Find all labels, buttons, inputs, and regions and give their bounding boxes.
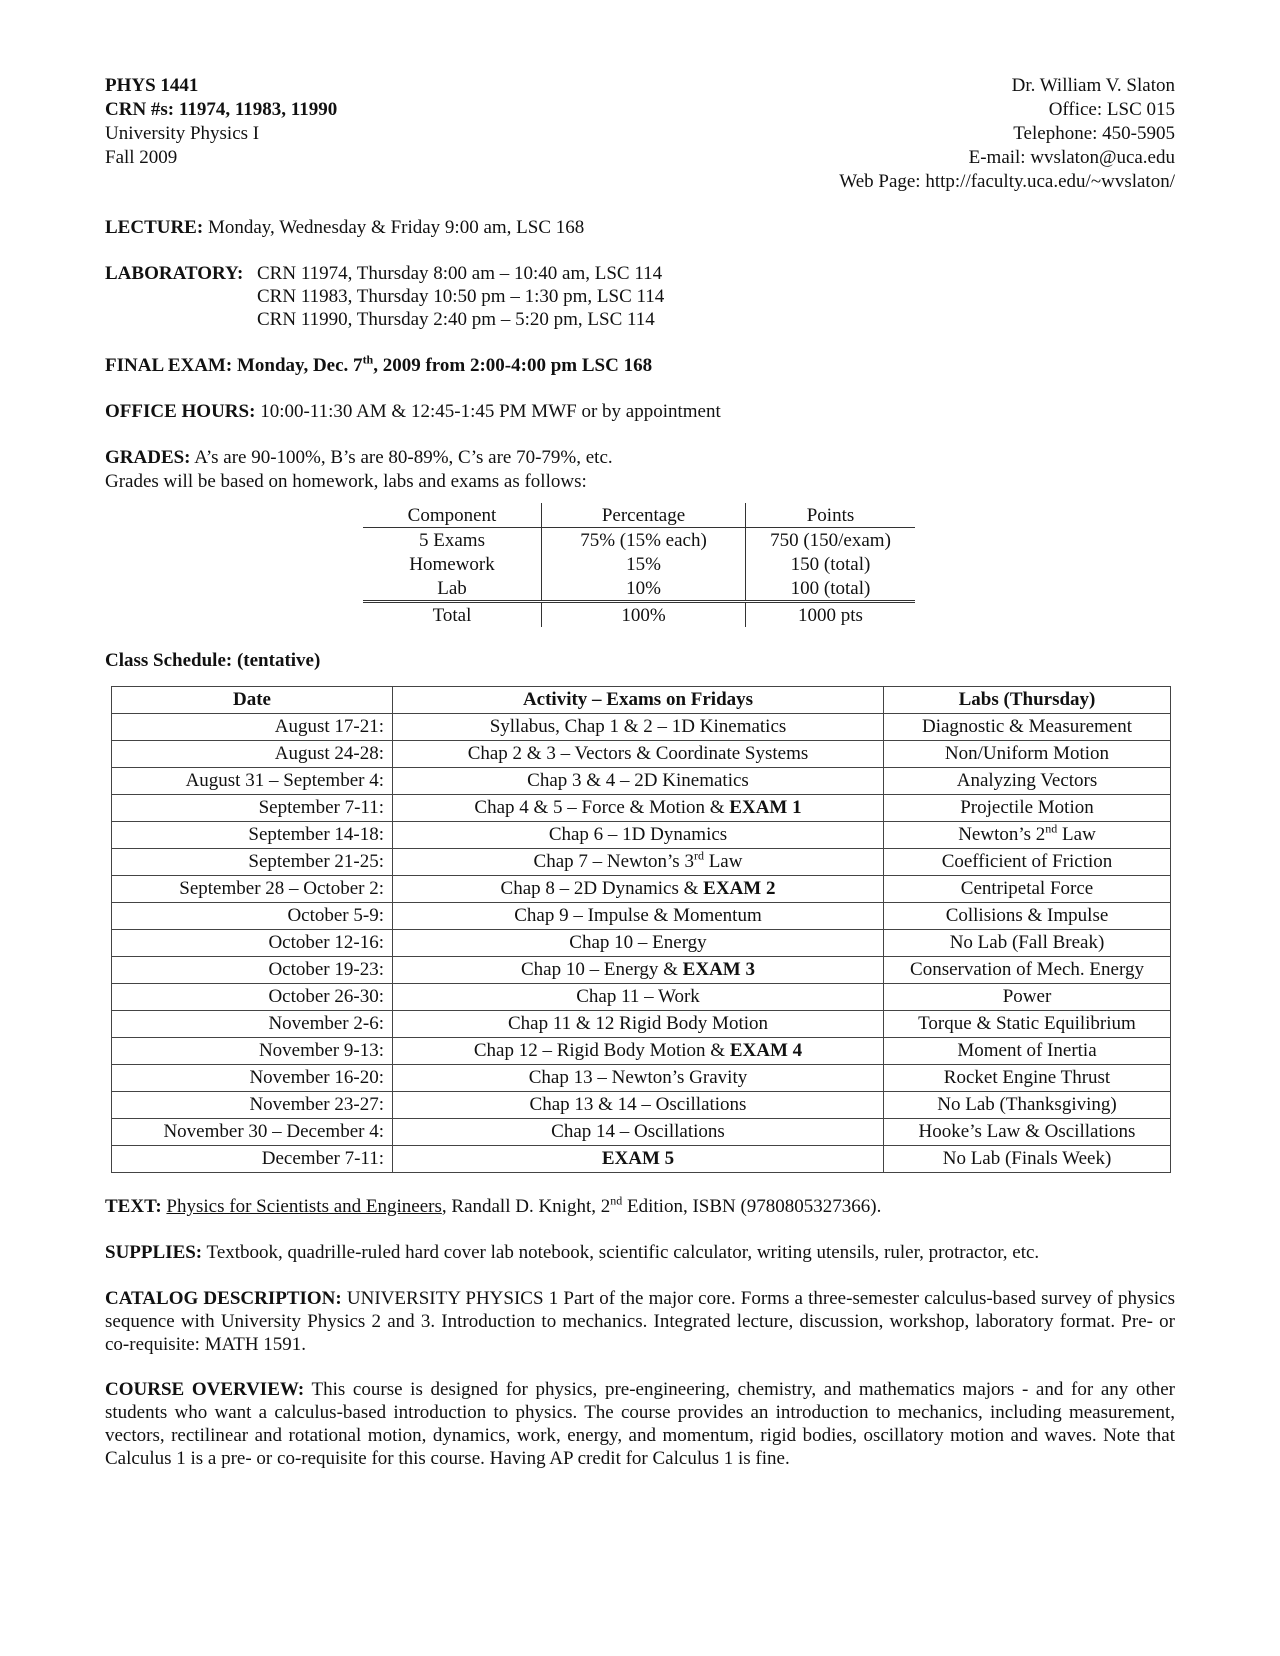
grades-table-header: [363, 503, 915, 528]
schedule-lab-cell: [884, 957, 1171, 984]
schedule-lab-cell: [884, 903, 1171, 930]
grades-total-cell: 1000 pts: [798, 604, 863, 626]
schedule-lab-text: Non/Uniform Motion: [944, 743, 1110, 764]
instructor-info: [839, 74, 1175, 194]
instructor-telephone: Telephone: 450-5905: [1013, 123, 1175, 144]
lecture-label: LECTURE:: [105, 217, 204, 238]
schedule-activity-text: Chap 8 – 2D Dynamics &: [500, 878, 704, 899]
schedule-lab-text: Projectile Motion: [960, 797, 1094, 818]
schedule-activity-text: Chap 10 – Energy: [569, 932, 707, 953]
schedule-table-row: [112, 930, 1171, 957]
schedule-activity-text: Chap 14 – Oscillations: [551, 1121, 725, 1142]
schedule-lab-text: Analyzing Vectors: [956, 770, 1098, 791]
schedule-activity-text: Chap 7 – Newton’s 3: [533, 851, 694, 872]
schedule-lab-cell: [884, 1011, 1171, 1038]
schedule-header-cell: Labs (Thursday): [884, 687, 1171, 714]
schedule-table-row: [112, 1038, 1171, 1065]
crn-list: CRN #s: 11974, 11983, 11990: [105, 99, 338, 120]
final-exam-text-post: , 2009 from 2:00-4:00 pm LSC 168: [373, 355, 653, 376]
schedule-activity-cell: [393, 903, 884, 930]
schedule-date-cell: November 23-27:: [112, 1092, 393, 1119]
grades-cell: 100 (total): [746, 576, 916, 602]
textbook-details-post: Edition, ISBN (9780805327366).: [622, 1196, 882, 1217]
catalog-text: UNIVERSITY PHYSICS 1 Part of the major core. Forms a three-semester calculus-based survey of physics sequence with University Physics 2 and 3. Introduction to mechanics. Integrated lecture, discussion, workshop, laboratory format. Pre- or co-requisite: MATH 1591.: [105, 1288, 1175, 1355]
overview-text: This course is designed for physics, pre-engineering, chemistry, and mathematics majors - and for any other students who want a calculus-based introduction to physics. The course provides an introduction to mechanics, including measurement, vectors, rectilinear and rotational motion, dynamics, work, energy, and momentum, rigid bodies, oscillatory motion and waves. Note that Calculus 1 is a pre- or co-requisite for this course. Having AP credit for Calculus 1 is fine.: [105, 1379, 1176, 1469]
schedule-table-row: [112, 903, 1171, 930]
schedule-lab-cell: [884, 714, 1171, 741]
final-exam-text: FINAL EXAM: Monday, Dec. 7: [105, 355, 363, 376]
schedule-exam-label: EXAM 5: [601, 1148, 675, 1169]
grades-table-total-row: [363, 602, 915, 628]
office-hours-text: 10:00-11:30 AM & 12:45-1:45 PM MWF or by appointment: [255, 401, 721, 422]
schedule-lab-cell: [884, 768, 1171, 795]
schedule-table: [111, 686, 1171, 1173]
schedule-title: Class Schedule: (tentative): [105, 650, 321, 671]
schedule-lab-cell: [884, 1038, 1171, 1065]
schedule-activity-text-post: Law: [703, 851, 743, 872]
schedule-date-cell: September 14-18:: [112, 822, 393, 849]
laboratory-line: CRN 11983, Thursday 10:50 pm – 1:30 pm, LSC 114: [257, 286, 665, 307]
schedule-activity-cell: [393, 1011, 884, 1038]
schedule-table-row: [112, 1119, 1171, 1146]
schedule-lab-text: Moment of Inertia: [957, 1040, 1097, 1061]
schedule-lab-text: Hooke’s Law & Oscillations: [918, 1121, 1136, 1142]
instructor-name: Dr. William V. Slaton: [1011, 75, 1175, 96]
instructor-office: Office: LSC 015: [1048, 99, 1175, 120]
schedule-date-cell: November 16-20:: [112, 1065, 393, 1092]
schedule-activity-text: Chap 3 & 4 – 2D Kinematics: [527, 770, 749, 791]
schedule-table-row: [112, 876, 1171, 903]
schedule-table-row: [112, 795, 1171, 822]
schedule-lab-cell: [884, 1119, 1171, 1146]
schedule-lab-text-post: Law: [1057, 824, 1096, 845]
schedule-lab-text: No Lab (Finals Week): [942, 1148, 1112, 1169]
syllabus-page: [105, 74, 1175, 1470]
schedule-exam-label: EXAM 4: [729, 1040, 803, 1061]
schedule-lab-sup: nd: [1045, 821, 1058, 836]
schedule-lab-cell: [884, 1146, 1171, 1173]
grades-cell: 15%: [542, 552, 746, 576]
schedule-table-row: [112, 984, 1171, 1011]
grades-cell: 150 (total): [790, 553, 871, 575]
schedule-lab-text: Centripetal Force: [960, 878, 1094, 899]
schedule-table-row: [112, 1065, 1171, 1092]
schedule-activity-text: Chap 6 – 1D Dynamics: [548, 824, 728, 845]
schedule-date-cell: October 12-16:: [112, 930, 393, 957]
course-title: University Physics I: [105, 123, 260, 144]
schedule-exam-label: EXAM 2: [703, 878, 776, 899]
schedule-table-row: [112, 768, 1171, 795]
schedule-date-cell: August 24-28:: [112, 741, 393, 768]
grades-table-row: [363, 552, 915, 576]
textbook-title: Physics for Scientists and Engineers: [166, 1196, 442, 1217]
laboratory-lines: [257, 262, 664, 331]
schedule-activity-cell: [393, 984, 884, 1011]
schedule-lab-text: Collisions & Impulse: [945, 905, 1109, 926]
schedule-date-cell: October 5-9:: [112, 903, 393, 930]
grades-total-cell: Total: [432, 604, 472, 626]
schedule-lab-text: No Lab (Fall Break): [949, 932, 1105, 953]
schedule-lab-text: Torque & Static Equilibrium: [918, 1013, 1136, 1034]
schedule-date-cell: September 21-25:: [112, 849, 393, 876]
schedule-activity-cell: [393, 930, 884, 957]
schedule-table-body: [112, 714, 1171, 1173]
overview-label: COURSE OVERVIEW:: [105, 1379, 305, 1400]
schedule-activity-cell: [393, 1146, 884, 1173]
schedule-lab-text: Diagnostic & Measurement: [921, 716, 1132, 737]
schedule-lab-cell: [884, 822, 1171, 849]
schedule-table-row: [112, 1011, 1171, 1038]
schedule-activity-text: Chap 2 & 3 – Vectors & Coordinate Systems: [467, 743, 809, 764]
schedule-activity-text: Syllabus, Chap 1 & 2 – 1D Kinematics: [489, 716, 787, 737]
schedule-date-cell: August 17-21:: [112, 714, 393, 741]
course-overview: [105, 1378, 1175, 1470]
schedule-activity-text: Chap 11 & 12 Rigid Body Motion: [507, 1013, 769, 1034]
catalog-label: CATALOG DESCRIPTION:: [105, 1288, 342, 1309]
schedule-lab-cell: [884, 849, 1171, 876]
text-line: [105, 1195, 1175, 1219]
grades-total-cell: 100%: [542, 602, 746, 628]
schedule-lab-cell: [884, 795, 1171, 822]
office-hours-line: [105, 400, 1175, 424]
schedule-activity-cell: [393, 876, 884, 903]
course-code: PHYS 1441: [105, 75, 199, 96]
schedule-date-cell: November 2-6:: [112, 1011, 393, 1038]
lecture-text: Monday, Wednesday & Friday 9:00 am, LSC 168: [203, 217, 585, 238]
schedule-date-cell: November 9-13:: [112, 1038, 393, 1065]
schedule-table-row: [112, 957, 1171, 984]
supplies-label: SUPPLIES:: [105, 1242, 203, 1263]
schedule-lab-cell: [884, 930, 1171, 957]
schedule-date-cell: September 28 – October 2:: [112, 876, 393, 903]
schedule-activity-cell: [393, 741, 884, 768]
schedule-exam-label: EXAM 3: [682, 959, 755, 980]
textbook-details: , Randall D. Knight, 2: [441, 1196, 611, 1217]
grades-cell: Homework: [409, 553, 495, 575]
office-hours-label: OFFICE HOURS:: [105, 401, 256, 422]
schedule-lab-text: Conservation of Mech. Energy: [910, 959, 1144, 980]
grades-header-cell: Points: [746, 503, 916, 528]
schedule-activity-text: Chap 11 – Work: [576, 986, 700, 1007]
schedule-activity-cell: [393, 1092, 884, 1119]
schedule-table-row: [112, 741, 1171, 768]
laboratory-block: [105, 262, 1175, 331]
schedule-activity-text: Chap 9 – Impulse & Momentum: [514, 905, 762, 926]
grades-header-cell: Component: [363, 503, 542, 528]
schedule-date-cell: December 7-11:: [112, 1146, 393, 1173]
schedule-lab-cell: [884, 984, 1171, 1011]
schedule-header-cell: Date: [112, 687, 393, 714]
schedule-activity-text: Chap 10 – Energy &: [521, 959, 683, 980]
grades-cell: 750 (150/exam): [770, 529, 891, 551]
schedule-activity-cell: [393, 795, 884, 822]
grades-text: A’s are 90-100%, B’s are 80-89%, C’s are 70-79%, etc.: [190, 447, 613, 468]
schedule-activity-cell: [393, 1065, 884, 1092]
schedule-lab-text: No Lab (Thanksgiving): [937, 1094, 1117, 1115]
schedule-header-cell: Activity – Exams on Fridays: [393, 687, 884, 714]
schedule-table-row: [112, 714, 1171, 741]
schedule-date-cell: August 31 – September 4:: [112, 768, 393, 795]
schedule-activity-text: Chap 13 & 14 – Oscillations: [529, 1094, 747, 1115]
schedule-table-row: [112, 1146, 1171, 1173]
schedule-date-cell: October 26-30:: [112, 984, 393, 1011]
supplies-line: [105, 1241, 1175, 1265]
final-exam-line: [105, 354, 1175, 378]
schedule-lab-cell: [884, 876, 1171, 903]
schedule-table-row: [112, 849, 1171, 876]
schedule-activity-cell: [393, 1038, 884, 1065]
laboratory-line: CRN 11974, Thursday 8:00 am – 10:40 am, LSC 114: [257, 263, 663, 284]
course-term: Fall 2009: [105, 147, 178, 168]
schedule-lab-text: Newton’s 2: [958, 824, 1046, 845]
grades-table-row: [363, 576, 915, 602]
schedule-activity-cell: [393, 957, 884, 984]
schedule-activity-cell: [393, 714, 884, 741]
grades-header-cell: Percentage: [542, 503, 746, 528]
schedule-table-row: [112, 1092, 1171, 1119]
schedule-date-cell: November 30 – December 4:: [112, 1119, 393, 1146]
schedule-lab-cell: [884, 741, 1171, 768]
schedule-lab-cell: [884, 1092, 1171, 1119]
schedule-lab-text: Coefficient of Friction: [941, 851, 1113, 872]
schedule-activity-cell: [393, 849, 884, 876]
final-exam-sup: th: [362, 352, 374, 367]
text-label: TEXT:: [105, 1196, 162, 1217]
schedule-activity-cell: [393, 1119, 884, 1146]
schedule-activity-text: Chap 12 – Rigid Body Motion &: [473, 1040, 730, 1061]
schedule-date-cell: October 19-23:: [112, 957, 393, 984]
grades-cell: Lab: [363, 576, 542, 602]
lecture-line: [105, 216, 1175, 240]
grades-table-row: [363, 528, 915, 553]
laboratory-label: LABORATORY:: [105, 263, 244, 284]
schedule-activity-sup: rd: [693, 848, 704, 863]
catalog-description: [105, 1287, 1175, 1356]
schedule-table-row: [112, 822, 1171, 849]
grades-table: [363, 503, 915, 627]
schedule-activity-cell: [393, 768, 884, 795]
schedule-lab-cell: [884, 1065, 1171, 1092]
grades-cell: 5 Exams: [419, 529, 485, 551]
schedule-lab-text: Power: [1002, 986, 1052, 1007]
schedule-date-cell: September 7-11:: [112, 795, 393, 822]
instructor-email: E-mail: wvslaton@uca.edu: [968, 147, 1175, 168]
course-info: [105, 74, 337, 194]
schedule-lab-text: Rocket Engine Thrust: [943, 1067, 1111, 1088]
instructor-webpage: Web Page: http://faculty.uca.edu/~wvslaton/: [839, 171, 1175, 192]
grades-label: GRADES:: [105, 447, 191, 468]
header-block: [105, 74, 1175, 194]
supplies-text: Textbook, quadrille-ruled hard cover lab notebook, scientific calculator, writing utensils, ruler, protractor, etc.: [202, 1242, 1040, 1263]
schedule-table-header: [112, 687, 1171, 714]
schedule-exam-label: EXAM 1: [729, 797, 802, 818]
schedule-activity-cell: [393, 822, 884, 849]
grades-cell: 10%: [542, 576, 746, 602]
laboratory-line: CRN 11990, Thursday 2:40 pm – 5:20 pm, LSC 114: [257, 309, 655, 330]
schedule-activity-text: Chap 13 – Newton’s Gravity: [528, 1067, 748, 1088]
grades-line-2: Grades will be based on homework, labs and exams as follows:: [105, 471, 587, 492]
schedule-activity-text: Chap 4 & 5 – Force & Motion &: [474, 797, 730, 818]
textbook-edition-sup: nd: [610, 1193, 623, 1208]
grades-line: [105, 446, 1175, 470]
grades-cell: 75% (15% each): [542, 528, 746, 553]
